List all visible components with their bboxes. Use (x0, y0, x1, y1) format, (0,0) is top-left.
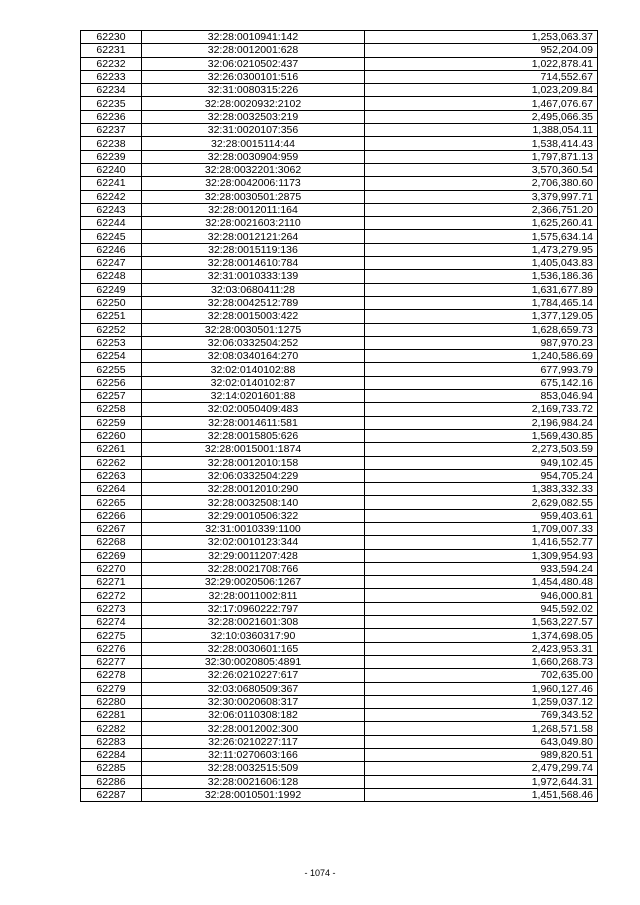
amount-cell: 1,575,634.14 (365, 230, 598, 243)
record-number-cell: 62231 (81, 44, 142, 57)
record-number-cell: 62256 (81, 376, 142, 389)
table-row (81, 443, 598, 456)
amount-cell: 1,253,063.37 (365, 31, 598, 44)
amount-cell: 1,467,076.67 (365, 97, 598, 110)
cadastral-number-cell: 32:03:0680411:28 (142, 283, 365, 296)
cadastral-number-cell: 32:31:0020107:356 (142, 124, 365, 137)
record-number-cell: 62261 (81, 443, 142, 456)
table-row (81, 163, 598, 176)
amount-cell: 714,552.67 (365, 70, 598, 83)
table-row (81, 602, 598, 615)
table-row (81, 576, 598, 589)
record-number-cell: 62285 (81, 762, 142, 775)
record-number-cell: 62247 (81, 257, 142, 270)
amount-cell: 1,451,568.46 (365, 788, 598, 801)
cadastral-number-cell: 32:28:0015805:626 (142, 429, 365, 442)
table-row (81, 496, 598, 509)
amount-cell: 1,405,043.83 (365, 257, 598, 270)
cadastral-number-cell: 32:26:0300101:516 (142, 70, 365, 83)
record-number-cell: 62270 (81, 562, 142, 575)
record-number-cell: 62257 (81, 390, 142, 403)
record-number-cell: 62275 (81, 629, 142, 642)
amount-cell: 1,784,465.14 (365, 296, 598, 309)
record-number-cell: 62252 (81, 323, 142, 336)
table-row (81, 709, 598, 722)
cadastral-number-cell: 32:28:0032508:140 (142, 496, 365, 509)
record-number-cell: 62277 (81, 655, 142, 668)
table-row (81, 775, 598, 788)
cadastral-number-cell: 32:28:0012010:158 (142, 456, 365, 469)
cadastral-number-cell: 32:28:0015119:136 (142, 243, 365, 256)
amount-cell: 954,705.24 (365, 469, 598, 482)
cadastral-number-cell: 32:06:0332504:229 (142, 469, 365, 482)
table-row (81, 616, 598, 629)
record-number-cell: 62267 (81, 522, 142, 535)
cadastral-number-cell: 32:28:0021603:2110 (142, 217, 365, 230)
table-row (81, 562, 598, 575)
record-number-cell: 62279 (81, 682, 142, 695)
page-number: - 1074 - (304, 868, 336, 878)
record-number-cell: 62276 (81, 642, 142, 655)
record-number-cell: 62260 (81, 429, 142, 442)
table-row (81, 429, 598, 442)
record-number-cell: 62250 (81, 296, 142, 309)
cadastral-number-cell: 32:28:0010501:1992 (142, 788, 365, 801)
amount-cell: 2,169,733.72 (365, 403, 598, 416)
cadastral-number-cell: 32:28:0011002:811 (142, 589, 365, 602)
amount-cell: 675,142.16 (365, 376, 598, 389)
table-row (81, 243, 598, 256)
amount-cell: 1,473,279.95 (365, 243, 598, 256)
amount-cell: 769,343.52 (365, 709, 598, 722)
record-number-cell: 62262 (81, 456, 142, 469)
record-number-cell: 62281 (81, 709, 142, 722)
record-number-cell: 62237 (81, 124, 142, 137)
amount-cell: 1,388,054.11 (365, 124, 598, 137)
table-row (81, 416, 598, 429)
cadastral-number-cell: 32:28:0014610:784 (142, 257, 365, 270)
record-number-cell: 62263 (81, 469, 142, 482)
amount-cell: 2,423,953.31 (365, 642, 598, 655)
cadastral-number-cell: 32:28:0030501:2875 (142, 190, 365, 203)
amount-cell: 2,479,299.74 (365, 762, 598, 775)
amount-cell: 1,268,571.58 (365, 722, 598, 735)
table-row (81, 762, 598, 775)
cadastral-number-cell: 32:31:0010333:139 (142, 270, 365, 283)
amount-cell: 2,196,984.24 (365, 416, 598, 429)
record-number-cell: 62238 (81, 137, 142, 150)
amount-cell: 1,628,659.73 (365, 323, 598, 336)
cadastral-number-cell: 32:02:0050409:483 (142, 403, 365, 416)
table-row (81, 350, 598, 363)
table-row (81, 788, 598, 801)
amount-cell: 1,569,430.85 (365, 429, 598, 442)
cadastral-number-cell: 32:28:0021606:128 (142, 775, 365, 788)
table-row (81, 270, 598, 283)
table-row (81, 57, 598, 70)
table-row (81, 296, 598, 309)
record-number-cell: 62274 (81, 616, 142, 629)
amount-cell: 1,625,260.41 (365, 217, 598, 230)
table-row (81, 110, 598, 123)
cadastral-number-cell: 32:28:0012011:164 (142, 203, 365, 216)
amount-cell: 2,366,751.20 (365, 203, 598, 216)
cadastral-number-cell: 32:10:0360317:90 (142, 629, 365, 642)
cadastral-number-cell: 32:28:0020932:2102 (142, 97, 365, 110)
table-row (81, 749, 598, 762)
cadastral-number-cell: 32:28:0030601:165 (142, 642, 365, 655)
cadastral-number-cell: 32:30:0020805:4891 (142, 655, 365, 668)
cadastral-number-cell: 32:28:0015003:422 (142, 310, 365, 323)
amount-cell: 989,820.51 (365, 749, 598, 762)
record-number-cell: 62255 (81, 363, 142, 376)
table-row (81, 735, 598, 748)
amount-cell: 933,594.24 (365, 562, 598, 575)
table-row (81, 84, 598, 97)
cadastral-number-cell: 32:31:0010339:1100 (142, 522, 365, 535)
record-number-cell: 62230 (81, 31, 142, 44)
record-number-cell: 62254 (81, 350, 142, 363)
cadastral-number-cell: 32:28:0012121:264 (142, 230, 365, 243)
cadastral-number-cell: 32:17:0960222:797 (142, 602, 365, 615)
amount-cell: 1,416,552.77 (365, 536, 598, 549)
amount-cell: 1,660,268.73 (365, 655, 598, 668)
table-row (81, 669, 598, 682)
table-row (81, 390, 598, 403)
record-number-cell: 62278 (81, 669, 142, 682)
record-number-cell: 62244 (81, 217, 142, 230)
amount-cell: 1,377,129.05 (365, 310, 598, 323)
table-row (81, 522, 598, 535)
table-row (81, 203, 598, 216)
table-row (81, 70, 598, 83)
record-number-cell: 62239 (81, 150, 142, 163)
table-row (81, 137, 598, 150)
amount-cell: 987,970.23 (365, 336, 598, 349)
cadastral-number-cell: 32:28:0012001:628 (142, 44, 365, 57)
amount-cell: 1,383,332.33 (365, 483, 598, 496)
cadastral-number-cell: 32:28:0012002:300 (142, 722, 365, 735)
cadastral-number-cell: 32:11:0270603:166 (142, 749, 365, 762)
amount-cell: 2,706,380.60 (365, 177, 598, 190)
table-row (81, 722, 598, 735)
record-number-cell: 62287 (81, 788, 142, 801)
table-row (81, 190, 598, 203)
record-number-cell: 62271 (81, 576, 142, 589)
record-number-cell: 62286 (81, 775, 142, 788)
amount-cell: 949,102.45 (365, 456, 598, 469)
cadastral-number-cell: 32:28:0030904:959 (142, 150, 365, 163)
amount-cell: 1,022,878.41 (365, 57, 598, 70)
amount-cell: 1,023,209.84 (365, 84, 598, 97)
record-number-cell: 62253 (81, 336, 142, 349)
amount-cell: 2,273,503.59 (365, 443, 598, 456)
amount-cell: 1,259,037.12 (365, 695, 598, 708)
record-number-cell: 62283 (81, 735, 142, 748)
table-row (81, 483, 598, 496)
table-row (81, 150, 598, 163)
table-row (81, 469, 598, 482)
table-row (81, 177, 598, 190)
amount-cell: 2,495,066.35 (365, 110, 598, 123)
record-number-cell: 62269 (81, 549, 142, 562)
amount-cell: 2,629,082.55 (365, 496, 598, 509)
table-row (81, 456, 598, 469)
record-number-cell: 62243 (81, 203, 142, 216)
table-row (81, 655, 598, 668)
record-number-cell: 62233 (81, 70, 142, 83)
record-number-cell: 62251 (81, 310, 142, 323)
cadastral-number-cell: 32:29:0020506:1267 (142, 576, 365, 589)
record-number-cell: 62258 (81, 403, 142, 416)
record-number-cell: 62242 (81, 190, 142, 203)
amount-cell: 1,797,871.13 (365, 150, 598, 163)
cadastral-number-cell: 32:28:0014611:581 (142, 416, 365, 429)
record-number-cell: 62240 (81, 163, 142, 176)
table-row (81, 695, 598, 708)
amount-cell: 3,570,360.54 (365, 163, 598, 176)
record-number-cell: 62241 (81, 177, 142, 190)
cadastral-number-cell: 32:28:0010941:142 (142, 31, 365, 44)
record-number-cell: 62234 (81, 84, 142, 97)
record-number-cell: 62272 (81, 589, 142, 602)
amount-cell: 1,374,698.05 (365, 629, 598, 642)
cadastral-number-cell: 32:30:0020608:317 (142, 695, 365, 708)
record-number-cell: 62248 (81, 270, 142, 283)
amount-cell: 1,563,227.57 (365, 616, 598, 629)
amount-cell: 1,240,586.69 (365, 350, 598, 363)
amount-cell: 945,592.02 (365, 602, 598, 615)
record-number-cell: 62246 (81, 243, 142, 256)
amount-cell: 959,403.61 (365, 509, 598, 522)
amount-cell: 1,309,954.93 (365, 549, 598, 562)
table-row (81, 257, 598, 270)
cadastral-number-cell: 32:14:0201601:88 (142, 390, 365, 403)
table-row (81, 283, 598, 296)
cadastral-number-cell: 32:28:0021708:766 (142, 562, 365, 575)
cadastral-number-cell: 32:29:0011207:428 (142, 549, 365, 562)
record-number-cell: 62264 (81, 483, 142, 496)
record-number-cell: 62245 (81, 230, 142, 243)
table-row (81, 376, 598, 389)
table-row (81, 217, 598, 230)
table-row (81, 682, 598, 695)
amount-cell: 3,379,997.71 (365, 190, 598, 203)
amount-cell: 952,204.09 (365, 44, 598, 57)
amount-cell: 1,454,480.48 (365, 576, 598, 589)
amount-cell: 1,709,007.33 (365, 522, 598, 535)
table-row (81, 363, 598, 376)
cadastral-number-cell: 32:28:0015114:44 (142, 137, 365, 150)
record-number-cell: 62259 (81, 416, 142, 429)
record-number-cell: 62249 (81, 283, 142, 296)
record-number-cell: 62265 (81, 496, 142, 509)
table-row (81, 230, 598, 243)
cadastral-number-cell: 32:29:0010506:322 (142, 509, 365, 522)
cadastral-number-cell: 32:28:0032201:3062 (142, 163, 365, 176)
cadastral-number-cell: 32:02:0140102:87 (142, 376, 365, 389)
amount-cell: 677,993.79 (365, 363, 598, 376)
table-row (81, 589, 598, 602)
cadastral-number-cell: 32:28:0042512:789 (142, 296, 365, 309)
table-row (81, 549, 598, 562)
record-number-cell: 62280 (81, 695, 142, 708)
record-number-cell: 62284 (81, 749, 142, 762)
amount-cell: 1,536,186.36 (365, 270, 598, 283)
record-number-cell: 62236 (81, 110, 142, 123)
cadastral-number-cell: 32:06:0210502:437 (142, 57, 365, 70)
cadastral-number-cell: 32:28:0030501:1275 (142, 323, 365, 336)
table-row (81, 97, 598, 110)
amount-cell: 1,960,127.46 (365, 682, 598, 695)
table-row (81, 323, 598, 336)
amount-cell: 702,635.00 (365, 669, 598, 682)
cadastral-number-cell: 32:31:0080315:226 (142, 84, 365, 97)
record-number-cell: 62282 (81, 722, 142, 735)
cadastral-number-cell: 32:28:0032503:219 (142, 110, 365, 123)
table-row (81, 509, 598, 522)
amount-cell: 946,000.81 (365, 589, 598, 602)
table-row (81, 31, 598, 44)
cadastral-number-cell: 32:28:0042006:1173 (142, 177, 365, 190)
record-number-cell: 62232 (81, 57, 142, 70)
records-table-body (81, 31, 598, 802)
table-row (81, 536, 598, 549)
cadastral-number-cell: 32:03:0680509:367 (142, 682, 365, 695)
amount-cell: 1,972,644.31 (365, 775, 598, 788)
table-row (81, 336, 598, 349)
record-number-cell: 62235 (81, 97, 142, 110)
amount-cell: 853,046.94 (365, 390, 598, 403)
cadastral-number-cell: 32:28:0021601:308 (142, 616, 365, 629)
cadastral-number-cell: 32:28:0032515:509 (142, 762, 365, 775)
cadastral-number-cell: 32:06:0110308:182 (142, 709, 365, 722)
cadastral-number-cell: 32:02:0140102:88 (142, 363, 365, 376)
amount-cell: 643,049.80 (365, 735, 598, 748)
cadastral-number-cell: 32:06:0332504:252 (142, 336, 365, 349)
cadastral-number-cell: 32:02:0010123:344 (142, 536, 365, 549)
cadastral-number-cell: 32:28:0015001:1874 (142, 443, 365, 456)
cadastral-number-cell: 32:26:0210227:617 (142, 669, 365, 682)
table-row (81, 629, 598, 642)
record-number-cell: 62273 (81, 602, 142, 615)
table-row (81, 124, 598, 137)
table-row (81, 310, 598, 323)
amount-cell: 1,631,677.89 (365, 283, 598, 296)
table-row (81, 403, 598, 416)
records-table (80, 30, 598, 802)
cadastral-number-cell: 32:08:0340164:270 (142, 350, 365, 363)
table-row (81, 642, 598, 655)
cadastral-number-cell: 32:28:0012010:290 (142, 483, 365, 496)
record-number-cell: 62266 (81, 509, 142, 522)
table-row (81, 44, 598, 57)
record-number-cell: 62268 (81, 536, 142, 549)
amount-cell: 1,538,414.43 (365, 137, 598, 150)
cadastral-number-cell: 32:26:0210227:117 (142, 735, 365, 748)
